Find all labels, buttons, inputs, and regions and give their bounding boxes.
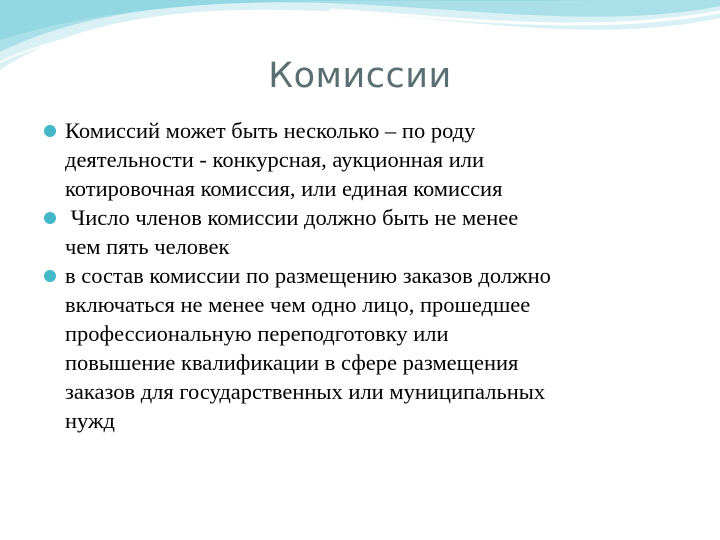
bullet-icon — [44, 212, 56, 224]
bullet-item — [40, 203, 690, 261]
bullet-text: в состав комиссии по размещению заказов должно включаться не менее чем одно лицо, прошедшее профессиональную переподготовку или повышение квалификации в сфере размещения заказов для государственных или муниципальных нужд — [65, 263, 551, 433]
bullet-text: Число членов комиссии должно быть не менее чем пять человек — [65, 205, 519, 259]
bullet-item — [40, 261, 690, 435]
bullet-item — [40, 116, 690, 203]
bullet-text: Комиссий может быть несколько – по роду деятельности - конкурсная, аукционная или котировочная комиссия, или единая комиссия — [65, 118, 503, 201]
bullet-list — [40, 116, 690, 435]
bullet-icon — [44, 270, 56, 282]
bullet-icon — [44, 125, 56, 137]
slide-title: Комиссии — [268, 56, 452, 96]
